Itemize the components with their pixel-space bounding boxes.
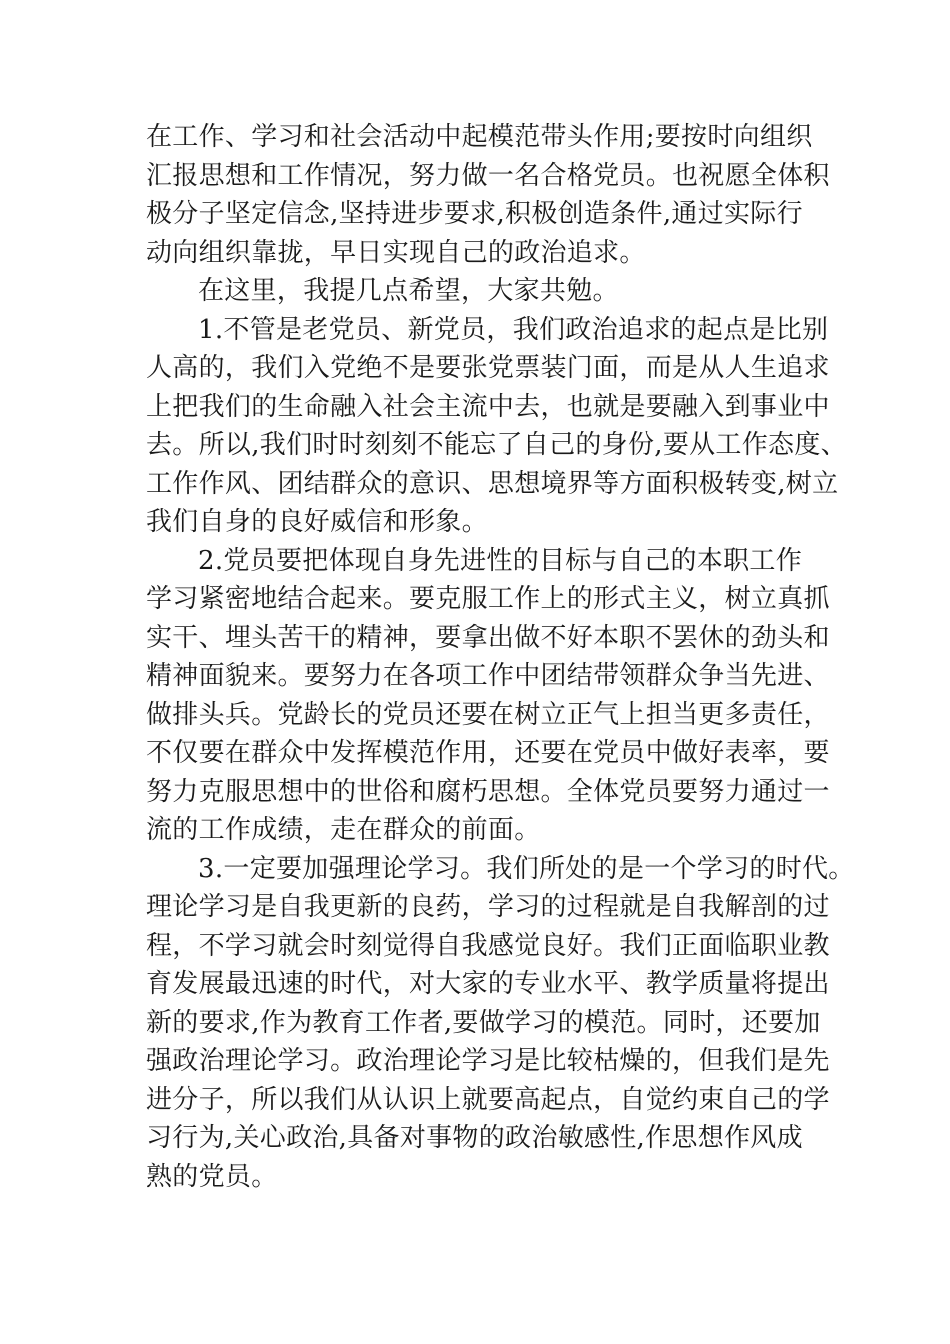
text-line: 精神面貌来。要努力在各项工作中团结带领群众争当先进、 [146,661,830,691]
text-line: 不仅要在群众中发挥模范作用，还要在党员中做好表率，要 [146,738,830,768]
paragraph-point-1 [146,311,847,542]
text-line: 实干、埋头苦干的精神，要拿出做不好本职不罢休的劲头和 [146,622,830,653]
text-line: 动向组织靠拢，早日实现自己的政治追求。 [146,237,646,268]
text-line: 汇报思想和工作情况，努力做一名合格党员。也祝愿全体积 [146,160,830,191]
text-line: 进分子，所以我们从认识上就要高起点，自觉约束自己的学 [146,1084,830,1115]
text-line: 2.党员要把体现自身先进性的目标与自己的本职工作 [198,545,803,576]
text-line: 1.不管是老党员、新党员，我们政治追求的起点是比别 [198,314,829,345]
paragraph-closing-wishes [146,118,830,272]
text-line: 3.一定要加强理论学习。我们所处的是一个学习的时代。 [198,853,855,884]
text-line: 学习紧密地结合起来。要克服工作上的形式主义，树立真抓 [146,584,830,614]
text-line: 流的工作成绩，走在群众的前面。 [146,815,541,845]
text-line: 极分子坚定信念,坚持进步要求,积极创造条件,通过实际行 [146,199,803,229]
text-line: 人高的，我们入党绝不是要张党票装门面，而是从人生追求 [146,353,830,383]
text-line: 我们自身的良好威信和形象。 [146,507,488,537]
text-line: 做排头兵。党龄长的党员还要在树立正气上担当更多责任， [146,699,830,730]
paragraph-point-2 [146,542,830,850]
text-line: 强政治理论学习。政治理论学习是比较枯燥的，但我们是先 [146,1046,830,1076]
paragraph-point-3 [146,850,855,1197]
text-line: 理论学习是自我更新的良药，学习的过程就是自我解剖的过 [146,892,830,922]
text-line: 在这里，我提几点希望，大家共勉。 [198,276,619,306]
text-line: 工作作风、团结群众的意识、思想境界等方面积极转变,树立 [146,468,839,499]
text-line: 育发展最迅速的时代，对大家的专业水平、教学质量将提出 [146,969,830,999]
text-line: 努力克服思想中的世俗和腐朽思想。全体党员要努力通过一 [146,776,830,807]
text-line: 习行为,关心政治,具备对事物的政治敏感性,作思想作风成 [146,1123,803,1153]
text-line: 熟的党员。 [146,1161,278,1192]
text-line: 去。所以,我们时时刻刻不能忘了自己的身份,要从工作态度、 [146,430,847,460]
text-line: 在工作、学习和社会活动中起模范带头作用;要按时向组织 [146,122,813,152]
text-line: 上把我们的生命融入社会主流中去，也就是要融入到事业中 [146,391,830,422]
body-text [146,118,855,1196]
paragraph-intro-hopes [146,272,810,311]
text-line: 新的要求,作为教育工作者,要做学习的模范。同时，还要加 [146,1007,821,1038]
text-line: 程，不学习就会时刻觉得自我感觉良好。我们正面临职业教 [146,930,830,961]
